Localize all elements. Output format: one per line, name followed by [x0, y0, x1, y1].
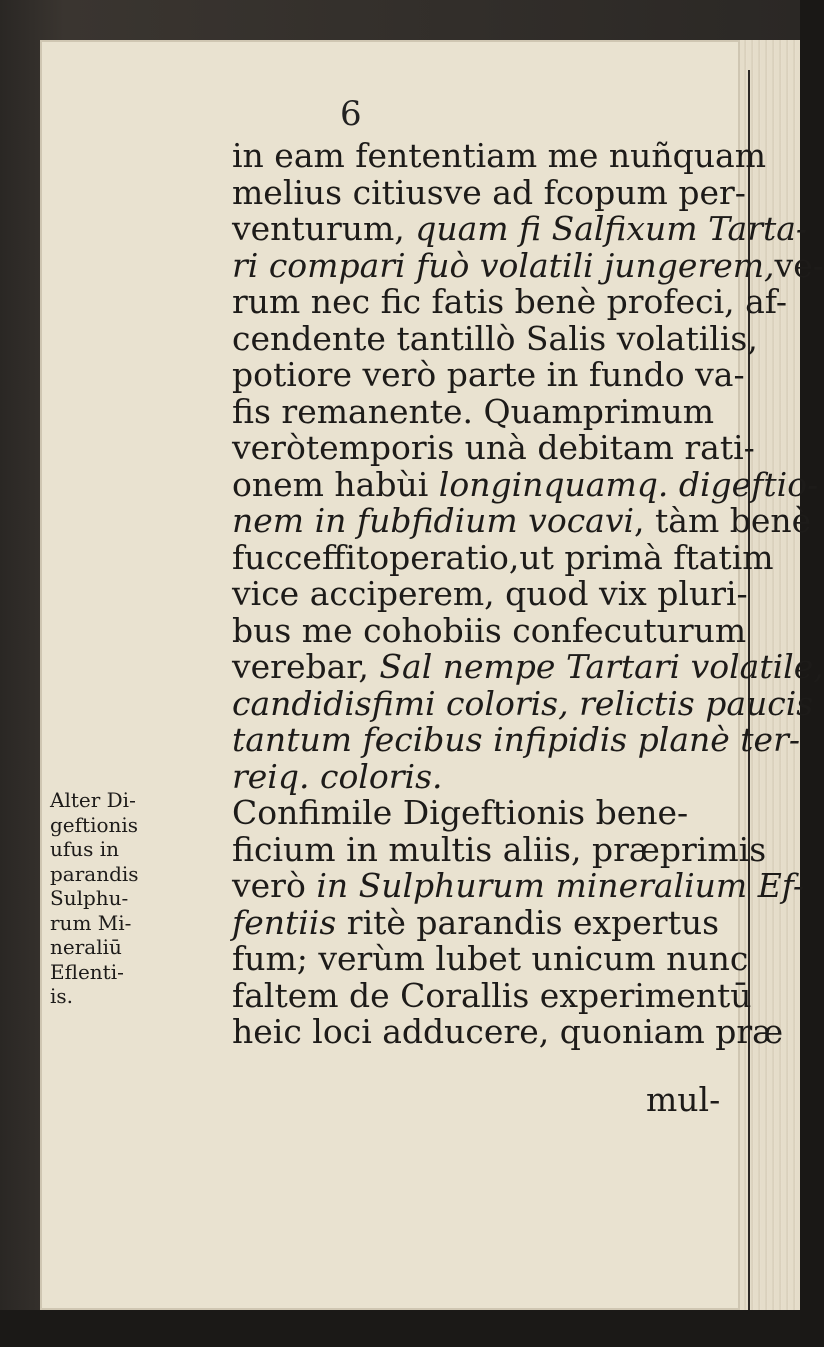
text-line: [232, 683, 814, 723]
text-segment-roman: potiore verò parte in fundo va-: [232, 355, 745, 394]
text-segment-roman: in eam fententiam me nuñquam: [232, 136, 767, 175]
marginal-note-line: ufus in: [50, 837, 120, 861]
text-segment-roman: ficium in multis aliis, præprimis: [232, 829, 767, 869]
text-segment-tail: ve-: [774, 245, 824, 285]
text-segment-tail: , tàm benè: [634, 501, 812, 540]
text-line: [232, 610, 747, 650]
text-segment-italic: Sal nempe Tartari volatile,: [379, 647, 824, 686]
text-line: [232, 829, 767, 869]
text-line: [232, 428, 755, 467]
text-segment-roman: rum nec fic fatis benè profeci, af-: [232, 282, 787, 321]
marginal-note-line: geftionis: [50, 812, 139, 837]
text-segment-roman: faltem de Corallis experimentū: [232, 975, 752, 1015]
text-line: [232, 209, 808, 248]
bottom-shadow: [0, 1310, 800, 1347]
marginal-note-line: is.: [50, 984, 74, 1008]
text-segment-roman: fucceffitoperatio,ut primà ftatim: [232, 537, 774, 577]
marginal-note-line: Eflenti-: [50, 959, 124, 984]
text-segment-roman: verò: [232, 866, 317, 905]
text-line: [232, 1012, 784, 1051]
marginal-note-line: neraliū: [50, 935, 122, 959]
marginal-note: [50, 788, 180, 1009]
text-segment-italic: reiq. coloris.: [232, 756, 443, 796]
marginal-note-line: Sulphu-: [50, 886, 129, 910]
text-segment-roman: melius citiusve ad fcopum per-: [232, 172, 746, 212]
text-segment-italic: quam fi Salfixum Tarta-: [415, 209, 808, 248]
text-line: [232, 574, 748, 613]
text-segment-roman: vice acciperem, quod vix pluri-: [232, 574, 748, 613]
text-line: [232, 902, 732, 942]
main-text-block: [232, 136, 824, 1051]
text-line: [232, 795, 732, 832]
text-line: [232, 464, 819, 504]
text-segment-italic: nem in fubfidium vocavi: [232, 501, 635, 540]
text-segment-italic: tantum fecibus infipidis planè ter-: [232, 720, 801, 759]
text-line: [232, 866, 804, 905]
text-line: [232, 391, 732, 431]
text-line: [232, 756, 732, 796]
text-line: [232, 501, 812, 540]
text-segment-roman: heic loci adducere, quoniam præ: [232, 1012, 784, 1051]
text-segment-italic: fentiis: [232, 902, 337, 942]
text-line: [232, 355, 745, 394]
text-line: [232, 975, 752, 1015]
marginal-note-line: parandis: [50, 861, 139, 886]
marginal-note-line: Alter Di-: [50, 788, 136, 812]
text-line: [232, 245, 824, 285]
text-segment-roman: verebar,: [232, 647, 380, 686]
text-segment-italic: ri compari fuò volatili jungerem,: [232, 245, 775, 285]
text-segment-roman: cendente tantillò Salis volatilis,: [232, 318, 758, 358]
marginal-note-line: rum Mi-: [50, 910, 132, 935]
text-segment-italic: longinquamq. digeftio-: [438, 464, 819, 504]
text-segment-roman: onem habùi: [232, 464, 439, 504]
text-line: [232, 939, 749, 978]
text-segment-roman: bus me cohobiis confecuturum: [232, 610, 747, 650]
catchword: mul-: [646, 1080, 721, 1119]
text-segment-roman: fis remanente. Quamprimum: [232, 391, 715, 431]
text-segment-roman: fum; verùm lubet unicum nunc: [232, 939, 749, 978]
text-line: [232, 172, 746, 212]
text-line: [232, 136, 767, 175]
text-segment-tail: ritè parandis expertus: [336, 902, 720, 942]
text-line: [232, 647, 824, 686]
text-line: [232, 318, 758, 358]
text-line: [232, 720, 801, 759]
text-segment-roman: veròtemporis unà debitam rati-: [232, 428, 755, 467]
text-line: [232, 537, 774, 577]
text-segment-italic: candidisfimi coloris, relictis paucis: [232, 683, 814, 723]
text-segment-roman: Confimile Digeftionis bene-: [232, 793, 689, 832]
page-number: 6: [340, 94, 362, 134]
text-line: [232, 282, 787, 321]
text-segment-italic: in Sulphurum mineralium Ef-: [316, 866, 804, 905]
text-segment-roman: venturum,: [232, 209, 416, 248]
